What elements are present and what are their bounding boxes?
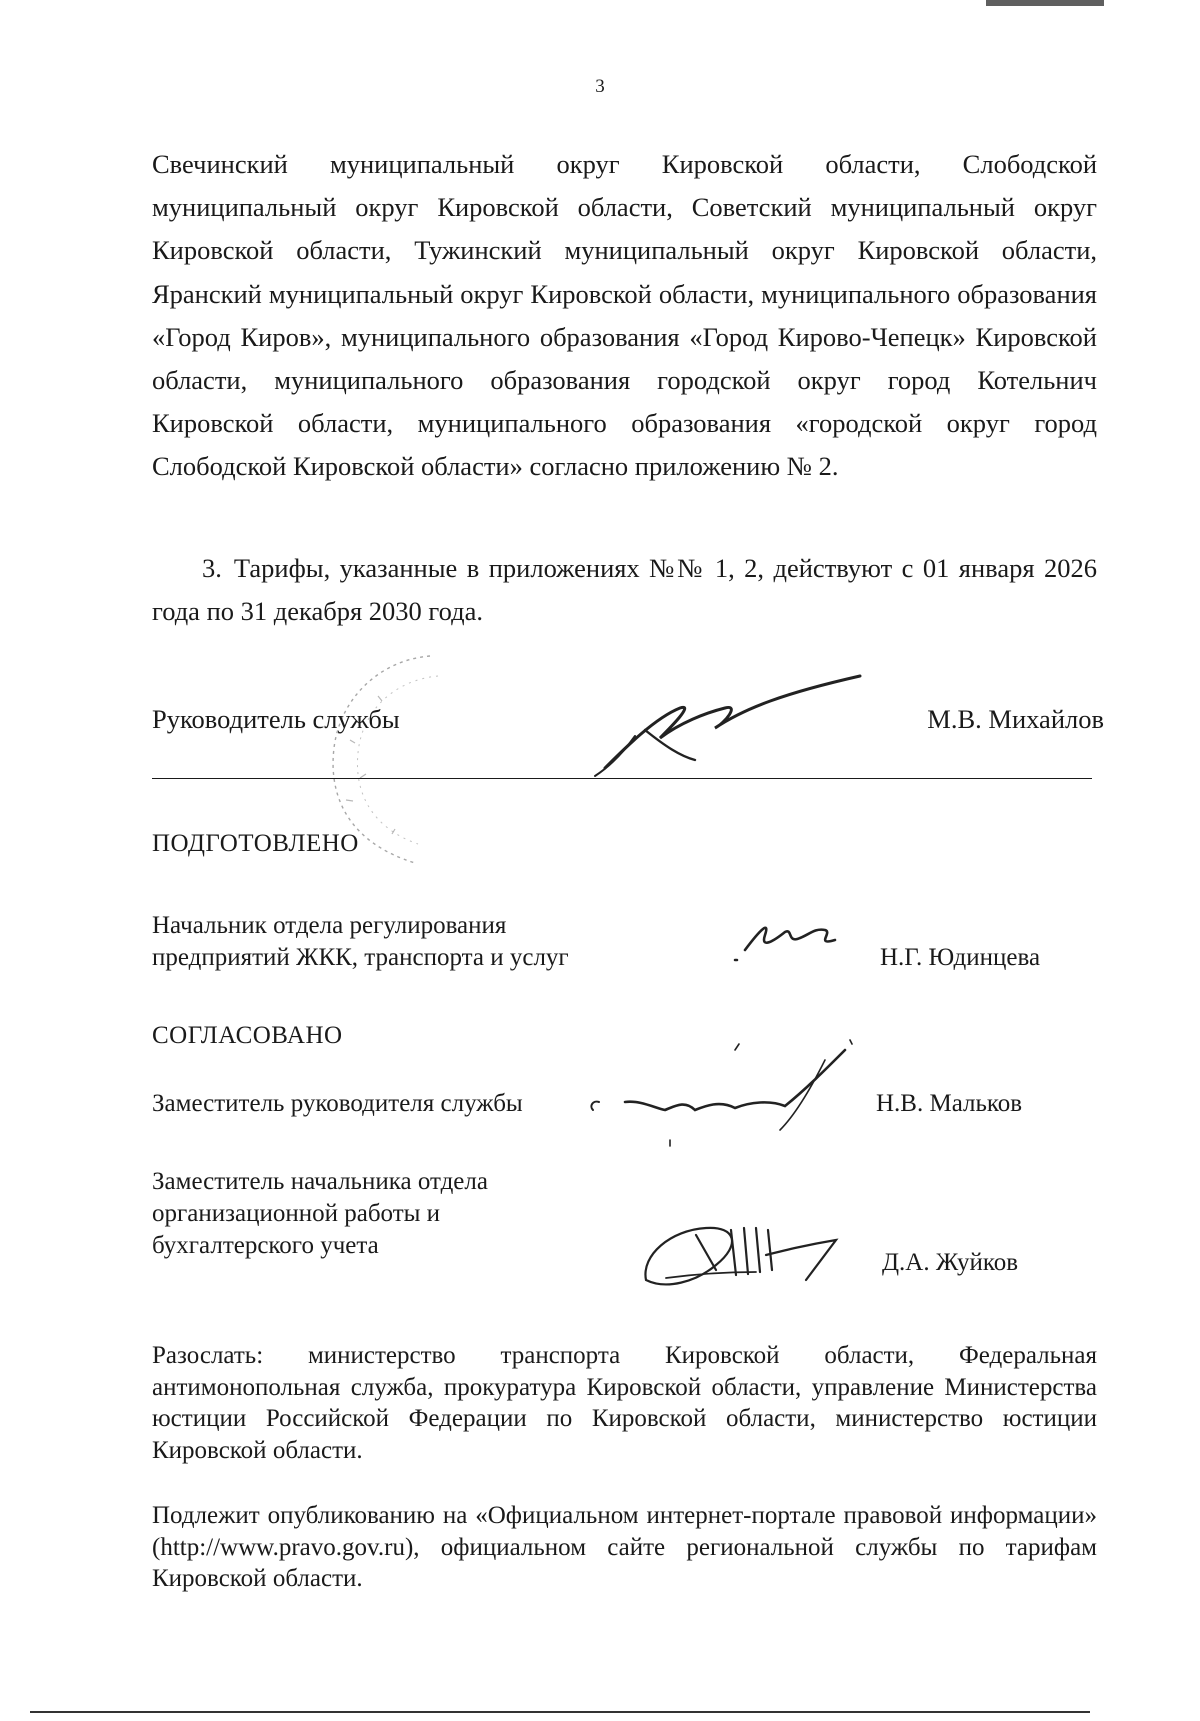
head-signature-title: Руководитель службы: [152, 704, 400, 734]
accounting-title-line1: Заместитель начальника отдела: [152, 1168, 488, 1195]
accounting-title-line3: бухгалтерского учета: [152, 1232, 379, 1259]
page-number: 3: [595, 76, 605, 97]
footer-rule: [30, 1711, 1090, 1713]
main-paragraph: Свечинский муниципальный округ Кировской области, Слободской муниципальный округ Кировской области, Советский муниципальный округ Кировской области, Тужинский муниципальный округ Кировской области, Яранский муниципальный округ Кировской области, муниципального образования «Город Киров», муниципального образования «Город Кирово-Чепецк» Кировской области, муниципального образования городской округ город Котельнич Кировской области, муниципального образования «городской округ город Слободской Кировской области» согласно приложению № 2.: [152, 149, 1097, 482]
clause-3-text: Тарифы, указанные в приложениях №№ 1, 2, действуют с 01 января 2026 года по 31 декабря 2030 года.: [152, 553, 1097, 627]
prepared-heading: ПОДГОТОВЛЕНО: [152, 830, 359, 857]
prepared-title-line2: предприятий ЖКК, транспорта и услуг: [152, 944, 569, 971]
accounting-title-line2: организационной работы и: [152, 1200, 441, 1227]
prepared-name: Н.Г. Юдинцева: [880, 944, 1041, 971]
approved-heading: СОГЛАСОВАНО: [152, 1022, 343, 1049]
prepared-title-line1: Начальник отдела регулирования: [152, 912, 507, 939]
accounting-name: Д.А. Жуйков: [882, 1249, 1019, 1276]
head-signature-icon: [585, 668, 875, 780]
clause-3-number: 3.: [202, 553, 222, 583]
clause-3: [152, 547, 1097, 633]
publication-text: Подлежит опубликованию на «Официальном интернет-портале правовой информации» (http://www.pravo.gov.ru), официальном сайте региональной службы по тарифам Кировской области.: [152, 1502, 1097, 1592]
head-signature-name: М.В. Михайлов: [927, 704, 1104, 734]
signature-rule: [152, 778, 1092, 779]
deputy-name: Н.В. Мальков: [876, 1090, 1023, 1117]
accounting-signature-icon: [636, 1200, 886, 1300]
prepared-signature-icon: [715, 910, 855, 970]
distribution-text: Разослать: министерство транспорта Кировской области, Федеральная антимонопольная служба, прокуратура Кировской области, управление Министерства юстиции Российской Федерации по Кировской области, министерство юстиции Кировской области.: [152, 1342, 1097, 1464]
deputy-signature-icon: [585, 1030, 895, 1160]
deputy-title: Заместитель руководителя службы: [152, 1090, 523, 1117]
scan-edge-mark: [986, 0, 1104, 6]
